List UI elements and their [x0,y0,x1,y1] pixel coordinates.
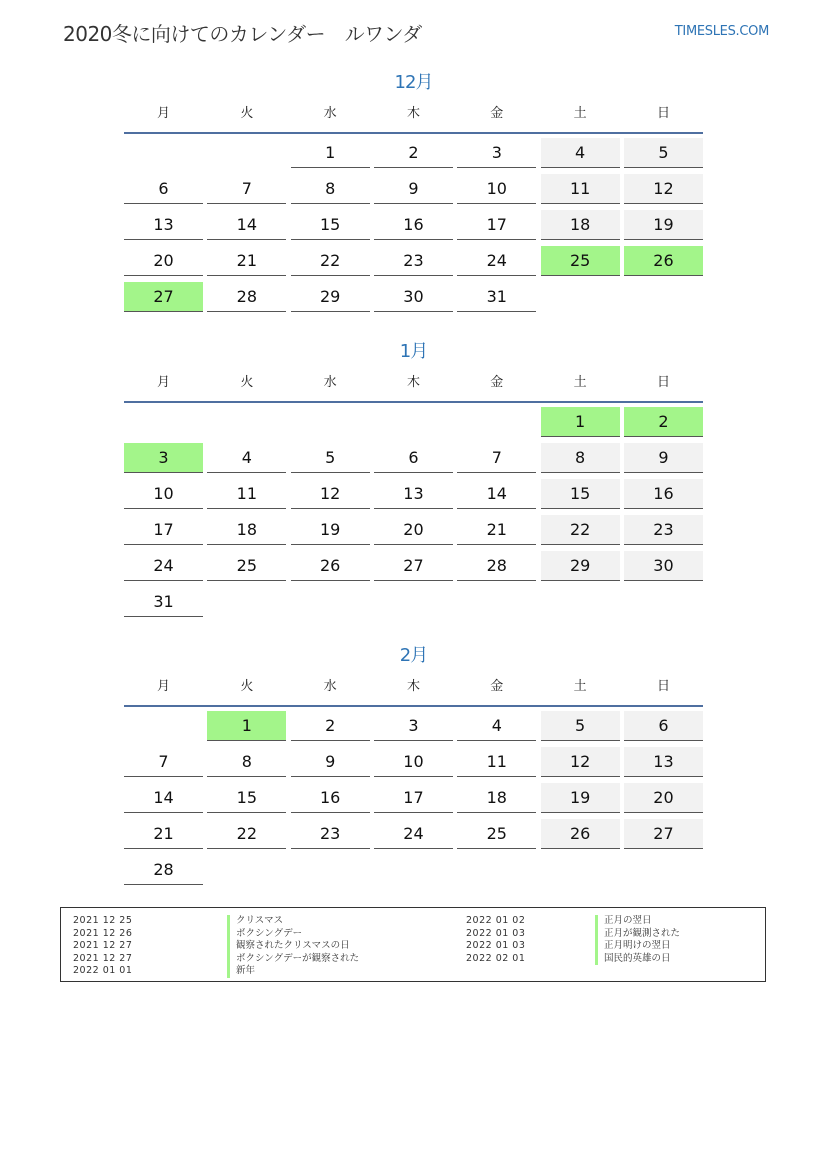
empty-day-cell [124,711,203,741]
holiday-day-cell: 27 [124,282,203,312]
day-cell: 13 [124,210,203,240]
weekday-label: 土 [573,106,587,121]
empty-day-cell [624,855,703,885]
empty-day-cell [541,282,620,312]
day-cell: 22 [541,515,620,545]
week-row [124,711,703,747]
day-cell: 12 [624,174,703,204]
legend-holiday-name: クリスマス [227,915,359,928]
day-cell: 7 [124,747,203,777]
week-row [124,783,703,819]
weekday-header [124,104,703,130]
week-row [124,819,703,855]
weekday-header [124,677,703,703]
day-cell: 9 [624,443,703,473]
holiday-day-cell: 1 [541,407,620,437]
legend-right-dates [466,915,525,965]
day-cell: 14 [207,210,286,240]
day-cell: 25 [457,819,536,849]
day-cell: 4 [541,138,620,168]
legend-date: 2021 12 27 [73,940,133,951]
week-row [124,138,703,174]
day-cell: 3 [374,711,453,741]
day-cell: 15 [207,783,286,813]
weekday-label: 水 [323,106,337,121]
legend-holiday-name: 新年 [227,965,359,978]
day-cell: 5 [541,711,620,741]
day-cell: 28 [124,855,203,885]
legend-holiday-name: 正月の翌日 [595,915,680,928]
day-cell: 20 [374,515,453,545]
day-cell: 7 [207,174,286,204]
holiday-day-cell: 25 [541,246,620,276]
day-cell: 23 [624,515,703,545]
empty-day-cell [374,855,453,885]
day-cell: 1 [291,138,370,168]
day-cell: 8 [291,174,370,204]
day-cell: 9 [291,747,370,777]
site-link[interactable]: TIMESLES.COM [674,24,769,39]
day-cell: 17 [374,783,453,813]
weekday-label: 月 [156,106,170,121]
day-cell: 3 [457,138,536,168]
weekday-label: 日 [656,679,670,694]
month-title: 12月 [394,72,433,93]
week-row [124,246,703,282]
day-cell: 15 [291,210,370,240]
day-cell: 28 [207,282,286,312]
header-rule [124,401,703,403]
week-row [124,747,703,783]
day-cell: 27 [374,551,453,581]
weekday-label: 水 [323,679,337,694]
day-cell: 21 [457,515,536,545]
month-block [124,643,703,891]
day-cell: 8 [207,747,286,777]
weekday-label: 日 [656,375,670,390]
weekday-label: 土 [573,679,587,694]
week-row [124,443,703,479]
empty-day-cell [624,587,703,617]
legend-holiday-name: 観察されたクリスマスの日 [227,940,359,953]
legend-date: 2021 12 26 [73,927,133,939]
legend-holiday-name: 国民的英雄の日 [595,953,680,966]
empty-day-cell [291,407,370,437]
legend-date: 2021 12 27 [73,952,133,964]
weekday-label: 金 [490,375,504,390]
day-cell: 29 [541,551,620,581]
header-rule [124,132,703,134]
empty-day-cell [124,407,203,437]
day-cell: 24 [124,551,203,581]
month-title: 1月 [399,341,428,362]
week-row [124,587,703,623]
empty-day-cell [207,138,286,168]
empty-day-cell [124,138,203,168]
week-row [124,551,703,587]
day-cell: 19 [624,210,703,240]
day-cell: 6 [624,711,703,741]
day-cell: 25 [207,551,286,581]
day-cell: 22 [291,246,370,276]
day-cell: 16 [374,210,453,240]
empty-day-cell [291,587,370,617]
day-cell: 10 [374,747,453,777]
day-cell: 13 [624,747,703,777]
holiday-legend [60,907,766,982]
day-cell: 30 [624,551,703,581]
day-cell: 18 [207,515,286,545]
holiday-day-cell: 1 [207,711,286,741]
day-cell: 31 [124,587,203,617]
week-row [124,210,703,246]
day-cell: 12 [291,479,370,509]
day-grid [124,138,703,318]
empty-day-cell [541,587,620,617]
day-cell: 23 [374,246,453,276]
holiday-day-cell: 3 [124,443,203,473]
day-cell: 9 [374,174,453,204]
day-cell: 14 [124,783,203,813]
legend-date: 2021 12 25 [73,915,133,926]
month-block [124,339,703,623]
day-cell: 26 [291,551,370,581]
header-rule [124,705,703,707]
weekday-label: 火 [240,106,254,121]
weekday-label: 月 [156,375,170,390]
day-cell: 13 [374,479,453,509]
day-cell: 11 [541,174,620,204]
day-grid [124,711,703,891]
day-cell: 27 [624,819,703,849]
legend-date: 2022 01 01 [73,965,133,976]
day-cell: 18 [457,783,536,813]
day-cell: 23 [291,819,370,849]
week-row [124,479,703,515]
day-cell: 8 [541,443,620,473]
legend-right-names [595,915,680,965]
day-cell: 16 [624,479,703,509]
week-row [124,855,703,891]
day-cell: 22 [207,819,286,849]
day-cell: 19 [541,783,620,813]
month-title: 2月 [399,645,428,666]
legend-holiday-name: 正月が観測された [595,928,680,941]
weekday-label: 木 [406,375,420,390]
day-cell: 21 [124,819,203,849]
day-cell: 31 [457,282,536,312]
day-grid [124,407,703,623]
header-title: 2020冬に向けてのカレンダー ルワンダ [63,22,422,46]
day-cell: 17 [124,515,203,545]
day-cell: 10 [124,479,203,509]
day-cell: 7 [457,443,536,473]
weekday-label: 火 [240,679,254,694]
empty-day-cell [457,855,536,885]
weekday-label: 金 [490,106,504,121]
weekday-label: 土 [573,375,587,390]
day-cell: 11 [207,479,286,509]
empty-day-cell [207,407,286,437]
legend-left-names [227,915,359,978]
weekday-label: 火 [240,375,254,390]
day-cell: 2 [291,711,370,741]
week-row [124,515,703,551]
weekday-header [124,373,703,399]
day-cell: 17 [457,210,536,240]
weekday-label: 木 [406,106,420,121]
day-cell: 2 [374,138,453,168]
day-cell: 6 [124,174,203,204]
legend-date: 2022 02 01 [466,952,526,964]
holiday-day-cell: 2 [624,407,703,437]
empty-day-cell [207,587,286,617]
empty-day-cell [457,407,536,437]
legend-holiday-name: ボクシングデー [227,928,359,941]
legend-date: 2022 01 03 [466,940,526,951]
day-cell: 29 [291,282,370,312]
weekday-label: 月 [156,679,170,694]
legend-date: 2022 01 03 [466,927,526,939]
day-cell: 30 [374,282,453,312]
weekday-label: 金 [490,679,504,694]
day-cell: 4 [457,711,536,741]
day-cell: 16 [291,783,370,813]
day-cell: 10 [457,174,536,204]
day-cell: 24 [374,819,453,849]
day-cell: 28 [457,551,536,581]
weekday-label: 水 [323,375,337,390]
day-cell: 14 [457,479,536,509]
empty-day-cell [207,855,286,885]
day-cell: 5 [624,138,703,168]
weekday-label: 木 [406,679,420,694]
week-row [124,174,703,210]
legend-holiday-name: ボクシングデーが観察された [227,953,359,966]
day-cell: 6 [374,443,453,473]
empty-day-cell [374,407,453,437]
day-cell: 5 [291,443,370,473]
empty-day-cell [291,855,370,885]
weekday-label: 日 [656,106,670,121]
month-block [124,70,703,318]
day-cell: 12 [541,747,620,777]
day-cell: 26 [541,819,620,849]
day-cell: 21 [207,246,286,276]
empty-day-cell [624,282,703,312]
week-row [124,407,703,443]
empty-day-cell [457,587,536,617]
day-cell: 20 [124,246,203,276]
legend-left-dates [73,915,132,978]
day-cell: 11 [457,747,536,777]
day-cell: 18 [541,210,620,240]
empty-day-cell [374,587,453,617]
legend-holiday-name: 正月明けの翌日 [595,940,680,953]
week-row [124,282,703,318]
day-cell: 20 [624,783,703,813]
day-cell: 15 [541,479,620,509]
empty-day-cell [541,855,620,885]
holiday-day-cell: 26 [624,246,703,276]
day-cell: 19 [291,515,370,545]
day-cell: 24 [457,246,536,276]
legend-date: 2022 01 02 [466,915,526,926]
day-cell: 4 [207,443,286,473]
